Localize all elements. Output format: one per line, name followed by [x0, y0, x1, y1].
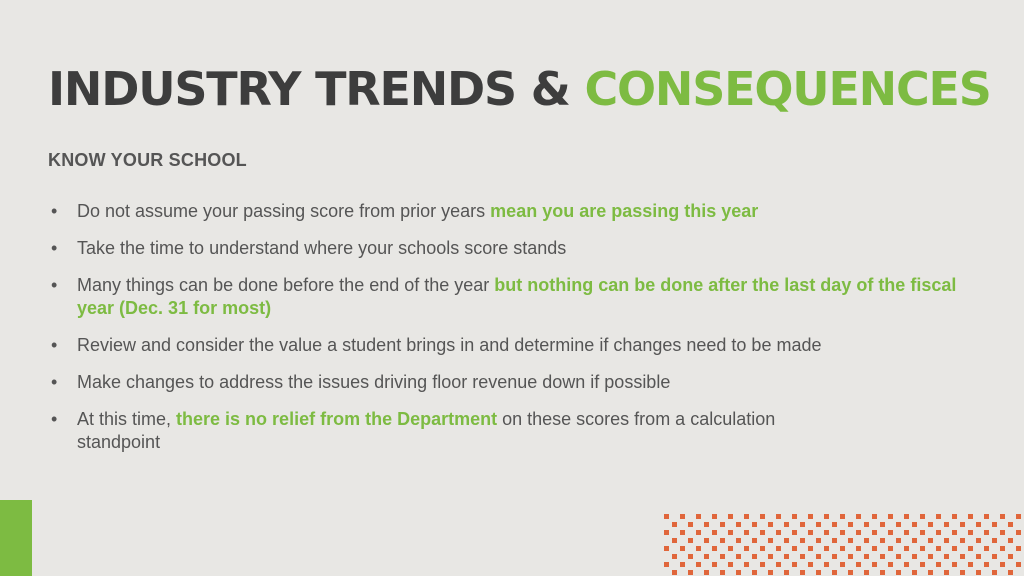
pattern-dot	[880, 522, 885, 527]
pattern-dot	[944, 522, 949, 527]
pattern-dot	[976, 554, 981, 559]
bullet-text: At this time,	[77, 409, 177, 429]
pattern-dot	[992, 554, 997, 559]
pattern-dot	[1016, 530, 1021, 535]
pattern-dot	[960, 522, 965, 527]
pattern-dot	[744, 546, 749, 551]
pattern-dot	[904, 530, 909, 535]
pattern-dot	[896, 538, 901, 543]
pattern-dot	[720, 554, 725, 559]
pattern-dot	[872, 546, 877, 551]
pattern-dot	[664, 562, 669, 567]
pattern-dot	[808, 530, 813, 535]
pattern-dot	[704, 538, 709, 543]
pattern-dot	[952, 546, 957, 551]
pattern-dot	[704, 522, 709, 527]
pattern-dot	[824, 562, 829, 567]
pattern-dot	[944, 554, 949, 559]
pattern-dot	[984, 514, 989, 519]
pattern-dot	[712, 562, 717, 567]
bullet-highlight: mean you are passing this year	[490, 201, 759, 221]
pattern-dot	[872, 562, 877, 567]
pattern-dot	[728, 530, 733, 535]
pattern-dot	[840, 562, 845, 567]
pattern-dot	[704, 570, 709, 575]
pattern-dot	[952, 530, 957, 535]
pattern-dot	[856, 530, 861, 535]
pattern-dot	[816, 538, 821, 543]
bullet-text: Make changes to address the issues driving floor revenue down if possible	[77, 372, 671, 392]
pattern-dot	[968, 546, 973, 551]
bullet-highlight: but nothing can be done after the last day of the fiscal year (Dec. 31 for most)	[77, 275, 957, 318]
pattern-dot	[872, 514, 877, 519]
pattern-dot	[688, 554, 693, 559]
pattern-dot	[760, 530, 765, 535]
pattern-dot	[736, 570, 741, 575]
bullet-item	[48, 274, 988, 320]
pattern-dot	[992, 522, 997, 527]
pattern-dot	[888, 514, 893, 519]
pattern-dot	[816, 522, 821, 527]
pattern-dot	[720, 522, 725, 527]
pattern-dot	[920, 562, 925, 567]
pattern-dot	[776, 546, 781, 551]
pattern-dot	[864, 554, 869, 559]
pattern-dot	[976, 570, 981, 575]
pattern-dot	[768, 570, 773, 575]
pattern-dot	[696, 530, 701, 535]
pattern-dot	[1000, 530, 1005, 535]
pattern-dot	[920, 546, 925, 551]
pattern-dot	[800, 570, 805, 575]
pattern-dot	[960, 538, 965, 543]
section-subtitle: KNOW YOUR SCHOOL	[48, 150, 247, 170]
pattern-dot	[928, 538, 933, 543]
pattern-dot	[744, 530, 749, 535]
pattern-dot	[672, 538, 677, 543]
pattern-dot	[736, 554, 741, 559]
pattern-dot	[936, 530, 941, 535]
pattern-dot	[1008, 554, 1013, 559]
pattern-dot	[784, 538, 789, 543]
pattern-dot	[832, 522, 837, 527]
bullet-text: Review and consider the value a student brings in and determine if changes need to be made	[77, 335, 822, 355]
pattern-dot	[848, 538, 853, 543]
pattern-dot	[976, 538, 981, 543]
pattern-dot	[800, 554, 805, 559]
pattern-dot	[672, 554, 677, 559]
pattern-dot	[1016, 514, 1021, 519]
pattern-dot	[752, 538, 757, 543]
pattern-dot	[944, 538, 949, 543]
pattern-dot	[880, 554, 885, 559]
pattern-dot	[696, 546, 701, 551]
pattern-dot	[664, 514, 669, 519]
bullet-item	[48, 334, 988, 357]
accent-bar	[0, 500, 32, 576]
pattern-dot	[968, 562, 973, 567]
pattern-dot	[752, 570, 757, 575]
pattern-dot	[712, 514, 717, 519]
pattern-dot	[888, 562, 893, 567]
pattern-dot	[912, 522, 917, 527]
pattern-dot	[776, 514, 781, 519]
pattern-dot	[1008, 570, 1013, 575]
pattern-dot	[1000, 562, 1005, 567]
pattern-dot	[776, 562, 781, 567]
pattern-dot	[928, 570, 933, 575]
pattern-dot	[1016, 546, 1021, 551]
pattern-dot	[848, 522, 853, 527]
pattern-dot	[968, 530, 973, 535]
bullet-text: Many things can be done before the end of the year	[77, 275, 495, 295]
pattern-dot	[1008, 522, 1013, 527]
pattern-dot	[872, 530, 877, 535]
bullet-text: Do not assume your passing score from prior years	[77, 201, 491, 221]
pattern-dot	[848, 554, 853, 559]
pattern-dot	[896, 554, 901, 559]
bullet-text-after: on these scores from a calculation standpoint	[77, 409, 776, 452]
pattern-dot	[912, 570, 917, 575]
pattern-dot	[752, 522, 757, 527]
pattern-dot	[680, 546, 685, 551]
pattern-dot	[808, 562, 813, 567]
pattern-dot	[792, 514, 797, 519]
pattern-dot	[800, 522, 805, 527]
pattern-dot	[696, 514, 701, 519]
pattern-dot	[976, 522, 981, 527]
bullet-item	[48, 237, 988, 260]
pattern-dot	[920, 530, 925, 535]
pattern-dot	[728, 546, 733, 551]
pattern-dot	[744, 514, 749, 519]
pattern-dot	[992, 538, 997, 543]
pattern-dot	[880, 570, 885, 575]
pattern-dot	[680, 514, 685, 519]
pattern-dot	[720, 538, 725, 543]
pattern-dot	[952, 562, 957, 567]
pattern-dot	[968, 514, 973, 519]
pattern-dot	[856, 546, 861, 551]
pattern-dot	[864, 538, 869, 543]
bullet-item	[48, 408, 797, 454]
bullet-text: Take the time to understand where your schools score stands	[77, 238, 567, 258]
pattern-dot	[848, 570, 853, 575]
pattern-dot	[816, 554, 821, 559]
slide-title	[48, 62, 991, 116]
pattern-dot	[704, 554, 709, 559]
pattern-dot	[808, 546, 813, 551]
pattern-dot	[688, 538, 693, 543]
pattern-dot	[832, 538, 837, 543]
pattern-dot	[920, 514, 925, 519]
pattern-dot	[800, 538, 805, 543]
pattern-dot	[912, 538, 917, 543]
pattern-dot	[864, 522, 869, 527]
pattern-dot	[824, 546, 829, 551]
pattern-dot	[736, 522, 741, 527]
pattern-dot	[760, 546, 765, 551]
pattern-dot	[768, 538, 773, 543]
pattern-dot	[864, 570, 869, 575]
pattern-dot	[912, 554, 917, 559]
pattern-dot	[680, 562, 685, 567]
pattern-dot	[936, 562, 941, 567]
dot-pattern-decoration	[664, 514, 1024, 576]
pattern-dot	[688, 522, 693, 527]
pattern-dot	[744, 562, 749, 567]
pattern-dot	[672, 570, 677, 575]
pattern-dot	[1016, 562, 1021, 567]
pattern-dot	[712, 530, 717, 535]
pattern-dot	[984, 546, 989, 551]
pattern-dot	[888, 546, 893, 551]
pattern-dot	[856, 562, 861, 567]
pattern-dot	[696, 562, 701, 567]
pattern-dot	[720, 570, 725, 575]
pattern-dot	[832, 570, 837, 575]
pattern-dot	[728, 562, 733, 567]
pattern-dot	[688, 570, 693, 575]
pattern-dot	[904, 514, 909, 519]
pattern-dot	[984, 562, 989, 567]
pattern-dot	[768, 522, 773, 527]
pattern-dot	[1000, 546, 1005, 551]
pattern-dot	[896, 522, 901, 527]
pattern-dot	[840, 546, 845, 551]
pattern-dot	[888, 530, 893, 535]
pattern-dot	[792, 530, 797, 535]
pattern-dot	[816, 570, 821, 575]
bullet-item	[48, 371, 988, 394]
pattern-dot	[952, 514, 957, 519]
pattern-dot	[672, 522, 677, 527]
pattern-dot	[792, 546, 797, 551]
pattern-dot	[792, 562, 797, 567]
pattern-dot	[960, 554, 965, 559]
bullet-list	[48, 200, 988, 454]
pattern-dot	[784, 522, 789, 527]
pattern-dot	[904, 562, 909, 567]
pattern-dot	[928, 554, 933, 559]
pattern-dot	[664, 530, 669, 535]
pattern-dot	[760, 562, 765, 567]
pattern-dot	[960, 570, 965, 575]
pattern-dot	[808, 514, 813, 519]
pattern-dot	[992, 570, 997, 575]
pattern-dot	[984, 530, 989, 535]
pattern-dot	[928, 522, 933, 527]
pattern-dot	[824, 530, 829, 535]
pattern-dot	[880, 538, 885, 543]
pattern-dot	[824, 514, 829, 519]
pattern-dot	[728, 514, 733, 519]
pattern-dot	[712, 546, 717, 551]
title-part-accent: CONSEQUENCES	[584, 62, 991, 116]
pattern-dot	[784, 554, 789, 559]
pattern-dot	[680, 530, 685, 535]
pattern-dot	[664, 546, 669, 551]
pattern-dot	[760, 514, 765, 519]
pattern-dot	[856, 514, 861, 519]
pattern-dot	[752, 554, 757, 559]
pattern-dot	[896, 570, 901, 575]
pattern-dot	[840, 530, 845, 535]
pattern-dot	[832, 554, 837, 559]
pattern-dot	[736, 538, 741, 543]
bullet-highlight: there is no relief from the Department	[176, 409, 498, 429]
pattern-dot	[936, 514, 941, 519]
bullet-item	[48, 200, 988, 223]
title-part-main: INDUSTRY TRENDS &	[48, 62, 585, 116]
pattern-dot	[1008, 538, 1013, 543]
pattern-dot	[944, 570, 949, 575]
pattern-dot	[904, 546, 909, 551]
pattern-dot	[840, 514, 845, 519]
pattern-dot	[784, 570, 789, 575]
pattern-dot	[768, 554, 773, 559]
pattern-dot	[776, 530, 781, 535]
pattern-dot	[1000, 514, 1005, 519]
pattern-dot	[936, 546, 941, 551]
